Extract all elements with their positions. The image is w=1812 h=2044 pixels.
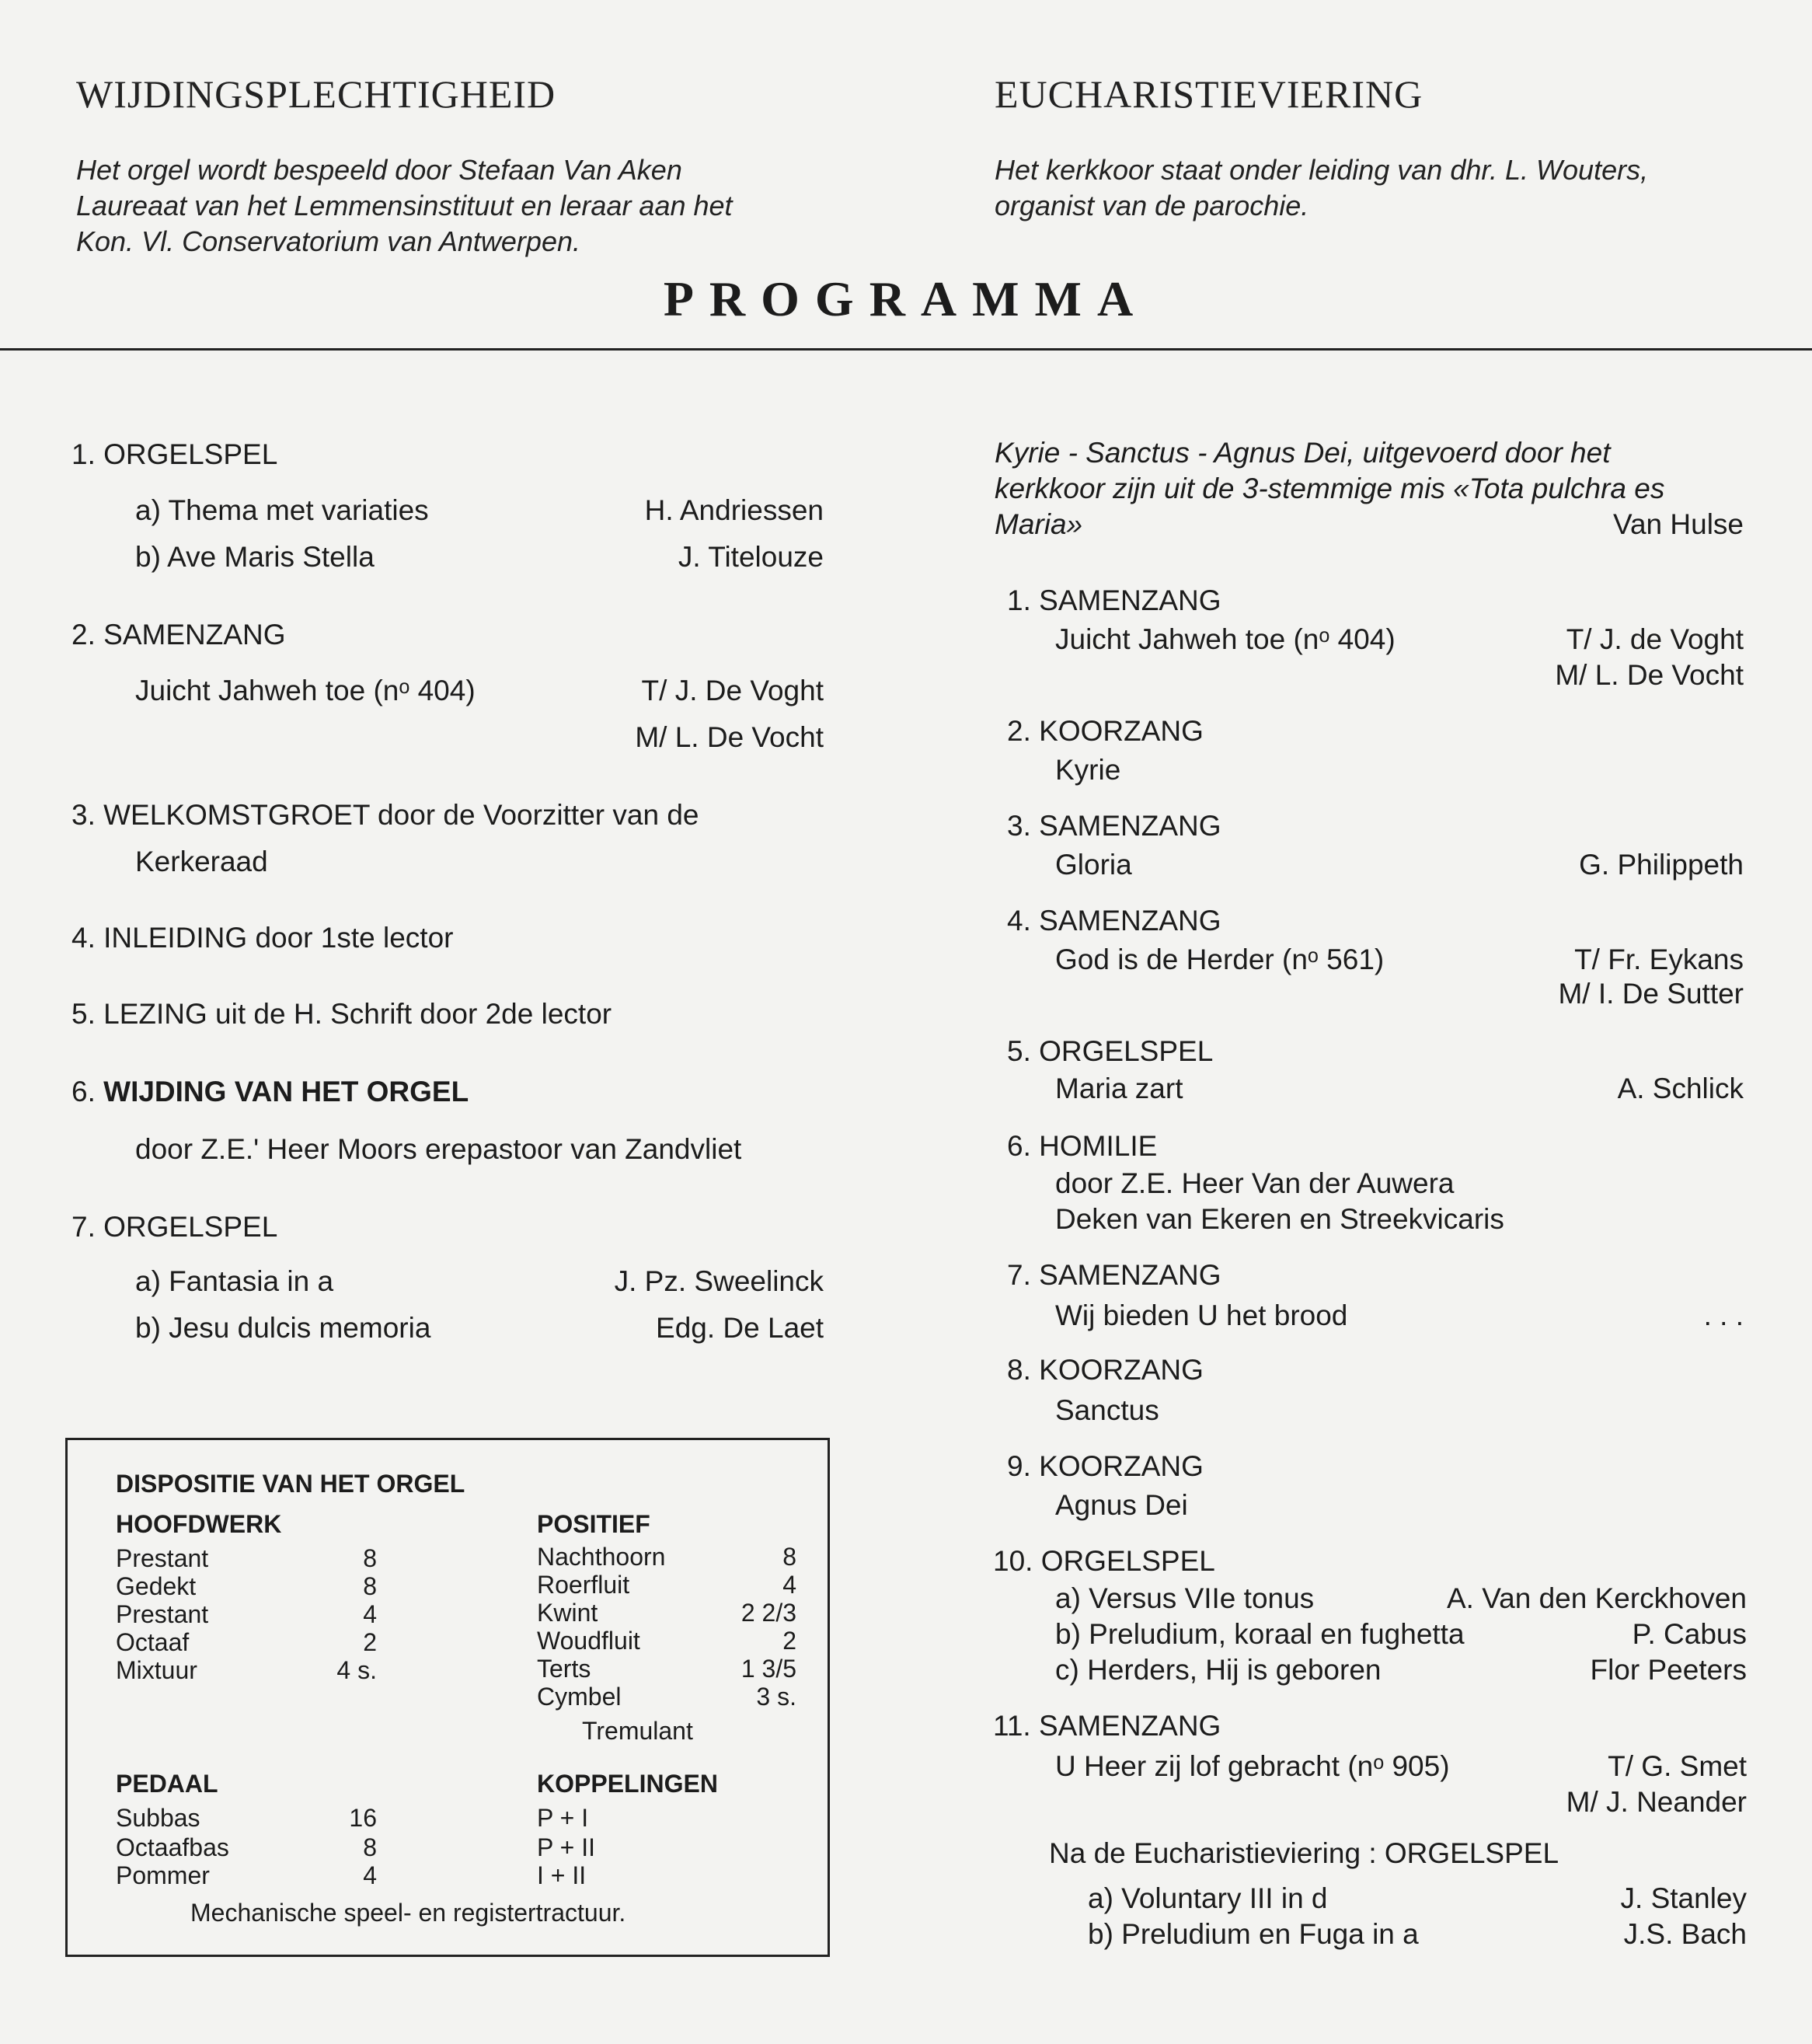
- choir-note-line: organist van de parochie.: [995, 190, 1309, 221]
- coupler: P + I: [537, 1804, 589, 1832]
- left-item-1b-composer: J. Titelouze: [678, 541, 824, 573]
- left-item-1b: b) Ave Maris Stella: [135, 541, 375, 573]
- right-item-1a-music: M/ L. De Vocht: [1555, 659, 1744, 691]
- right-item-10b-composer: P. Cabus: [1632, 1618, 1747, 1650]
- organist-note-line: Laureaat van het Lemmensinstituut en leraar aan het: [76, 190, 733, 221]
- left-item-6b: door Z.E.' Heer Moors erepastoor van Zandvliet: [135, 1133, 742, 1165]
- right-item-8: 8. KOORZANG: [1007, 1354, 1204, 1386]
- right-item-9: 9. KOORZANG: [1007, 1450, 1204, 1482]
- positief-stop: Terts: [537, 1655, 591, 1683]
- pedaal-stop-pitch: 4: [363, 1861, 377, 1889]
- pedaal-heading: PEDAAL: [116, 1770, 218, 1798]
- coupler: P + II: [537, 1833, 596, 1861]
- left-item-2a-music: M/ L. De Vocht: [635, 721, 824, 753]
- programma-heading: PROGRAMMA: [663, 271, 1149, 326]
- hoofdwerk-stop: Prestant: [116, 1600, 209, 1628]
- mass-intro-line: Kyrie - Sanctus - Agnus Dei, uitgevoerd door het: [995, 437, 1611, 469]
- hoofdwerk-stop: Octaaf: [116, 1628, 190, 1656]
- right-item-6a: door Z.E. Heer Van der Auwera: [1055, 1167, 1455, 1199]
- left-item-6-number: 6.: [71, 1076, 96, 1107]
- right-item-1: 1. SAMENZANG: [1007, 584, 1221, 616]
- left-item-7a-composer: J. Pz. Sweelinck: [614, 1265, 824, 1297]
- right-item-6: 6. HOMILIE: [1007, 1130, 1158, 1162]
- hoofdwerk-stop: Prestant: [116, 1544, 209, 1572]
- positief-stop: Cymbel: [537, 1683, 622, 1711]
- hoofdwerk-stop-pitch: 2: [363, 1628, 377, 1656]
- right-item-9a: Agnus Dei: [1055, 1489, 1188, 1521]
- right-item-11a-text: T/ G. Smet: [1608, 1750, 1747, 1782]
- right-item-3: 3. SAMENZANG: [1007, 810, 1221, 842]
- left-item-1a-composer: H. Andriessen: [644, 494, 824, 526]
- right-item-7: 7. SAMENZANG: [1007, 1259, 1221, 1291]
- left-item-2a: Juicht Jahweh toe (nᵒ 404): [135, 675, 476, 706]
- right-item-4: 4. SAMENZANG: [1007, 905, 1221, 937]
- disposition-title: DISPOSITIE VAN HET ORGEL: [116, 1470, 465, 1498]
- right-item-1a: Juicht Jahweh toe (nᵒ 404): [1055, 623, 1396, 655]
- right-item-5a-composer: A. Schlick: [1617, 1073, 1744, 1104]
- hoofdwerk-stop-pitch: 4: [363, 1600, 377, 1628]
- left-item-2a-text: T/ J. De Voght: [641, 675, 824, 706]
- left-item-7b-composer: Edg. De Laet: [656, 1312, 824, 1344]
- positief-stop-pitch: 8: [782, 1543, 796, 1571]
- postlude-heading: Na de Eucharistieviering : ORGELSPEL: [1049, 1837, 1559, 1869]
- positief-stop: Kwint: [537, 1599, 598, 1627]
- right-item-4a: God is de Herder (nᵒ 561): [1055, 944, 1385, 975]
- pedaal-stop: Pommer: [116, 1861, 210, 1889]
- right-item-10c: c) Herders, Hij is geboren: [1055, 1654, 1382, 1686]
- right-item-2a: Kyrie: [1055, 754, 1121, 786]
- positief-stop-pitch: 4: [782, 1571, 796, 1599]
- hoofdwerk-stop-pitch: 8: [363, 1572, 377, 1600]
- right-item-11: 11. SAMENZANG: [993, 1710, 1221, 1742]
- koppelingen-heading: KOPPELINGEN: [537, 1770, 718, 1798]
- positief-stop-pitch: 2: [782, 1627, 796, 1655]
- left-item-3: 3. WELKOMSTGROET door de Voorzitter van de: [71, 799, 699, 831]
- left-item-7a: a) Fantasia in a: [135, 1265, 334, 1297]
- right-item-6b: Deken van Ekeren en Streekvicaris: [1055, 1203, 1504, 1235]
- header-divider: [0, 348, 1812, 351]
- organ-disposition-box: [65, 1438, 830, 1957]
- hoofdwerk-stop: Mixtuur: [116, 1656, 197, 1684]
- postlude-b: b) Preludium en Fuga in a: [1088, 1918, 1419, 1950]
- organist-note-line: Het orgel wordt bespeeld door Stefaan Van Aken: [76, 154, 682, 186]
- right-item-11a: U Heer zij lof gebracht (nᵒ 905): [1055, 1750, 1450, 1782]
- right-item-10a: a) Versus VIIe tonus: [1055, 1582, 1315, 1614]
- pedaal-stop-pitch: 16: [349, 1804, 377, 1832]
- organist-note-line: Kon. Vl. Conservatorium van Antwerpen.: [76, 225, 580, 257]
- postlude-a: a) Voluntary III in d: [1088, 1882, 1328, 1914]
- right-item-1a-text: T/ J. de Voght: [1566, 623, 1744, 655]
- left-item-2: 2. SAMENZANG: [71, 619, 286, 651]
- ceremony-title: WIJDINGSPLECHTIGHEID: [76, 72, 556, 116]
- right-item-4a-text: T/ Fr. Eykans: [1574, 944, 1744, 975]
- hoofdwerk-heading: HOOFDWERK: [116, 1510, 282, 1538]
- right-item-10: 10. ORGELSPEL: [993, 1545, 1215, 1577]
- hoofdwerk-stop: Gedekt: [116, 1572, 197, 1600]
- eucharist-title: EUCHARISTIEVIERING: [995, 72, 1423, 116]
- organist-note: [76, 152, 733, 260]
- left-item-6: [71, 1074, 469, 1110]
- left-item-4: 4. INLEIDING door 1ste lector: [71, 922, 454, 954]
- mass-composer: Van Hulse: [1613, 508, 1744, 540]
- tremulant-label: Tremulant: [582, 1717, 693, 1745]
- left-item-3b: Kerkeraad: [135, 846, 268, 877]
- positief-heading: POSITIEF: [537, 1510, 650, 1538]
- left-item-7: 7. ORGELSPEL: [71, 1211, 278, 1243]
- right-item-3a-composer: G. Philippeth: [1579, 849, 1744, 881]
- positief-stop-pitch: 1 3/5: [740, 1655, 796, 1683]
- right-item-11a-music: M/ J. Neander: [1566, 1786, 1747, 1818]
- mass-intro-line: kerkkoor zijn uit de 3-stemmige mis «Tota pulchra es: [995, 473, 1665, 504]
- postlude-b-composer: J.S. Bach: [1623, 1918, 1747, 1950]
- right-item-10b: b) Preludium, koraal en fughetta: [1055, 1618, 1465, 1650]
- right-item-7a-composer: . . .: [1703, 1299, 1744, 1331]
- right-item-2: 2. KOORZANG: [1007, 715, 1204, 747]
- choir-note: [995, 152, 1648, 224]
- positief-stop: Nachthoorn: [537, 1543, 666, 1571]
- right-item-7a: Wij bieden U het brood: [1055, 1299, 1348, 1331]
- tracture-note: Mechanische speel- en registertractuur.: [190, 1899, 626, 1927]
- right-item-8a: Sanctus: [1055, 1394, 1159, 1426]
- positief-stop: Roerfluit: [537, 1571, 630, 1599]
- pedaal-stop-pitch: 8: [363, 1833, 377, 1861]
- right-item-4a-music: M/ I. De Sutter: [1558, 978, 1744, 1010]
- hoofdwerk-stop-pitch: 4 s.: [336, 1656, 377, 1684]
- positief-stop-pitch: 2 2/3: [740, 1599, 796, 1627]
- hoofdwerk-stop-pitch: 8: [363, 1544, 377, 1572]
- left-item-7b: b) Jesu dulcis memoria: [135, 1312, 431, 1344]
- left-item-1: 1. ORGELSPEL: [71, 438, 278, 470]
- left-item-1a: a) Thema met variaties: [135, 494, 429, 526]
- positief-stop-pitch: 3 s.: [756, 1683, 796, 1711]
- right-item-5a: Maria zart: [1055, 1073, 1183, 1104]
- left-item-6-title: WIJDING VAN HET ORGEL: [103, 1076, 469, 1107]
- left-item-5: 5. LEZING uit de H. Schrift door 2de lector: [71, 998, 612, 1030]
- right-item-3a: Gloria: [1055, 849, 1132, 881]
- choir-note-line: Het kerkkoor staat onder leiding van dhr. L. Wouters,: [995, 154, 1649, 186]
- coupler: I + II: [537, 1861, 587, 1889]
- right-item-10a-composer: A. Van den Kerckhoven: [1446, 1582, 1747, 1614]
- right-item-10c-composer: Flor Peeters: [1590, 1654, 1747, 1686]
- postlude-a-composer: J. Stanley: [1620, 1882, 1747, 1914]
- positief-stop: Woudfluit: [537, 1627, 640, 1655]
- mass-intro-line: Maria»: [995, 508, 1083, 540]
- right-item-5: 5. ORGELSPEL: [1007, 1035, 1214, 1067]
- pedaal-stop: Octaafbas: [116, 1833, 229, 1861]
- pedaal-stop: Subbas: [116, 1804, 200, 1832]
